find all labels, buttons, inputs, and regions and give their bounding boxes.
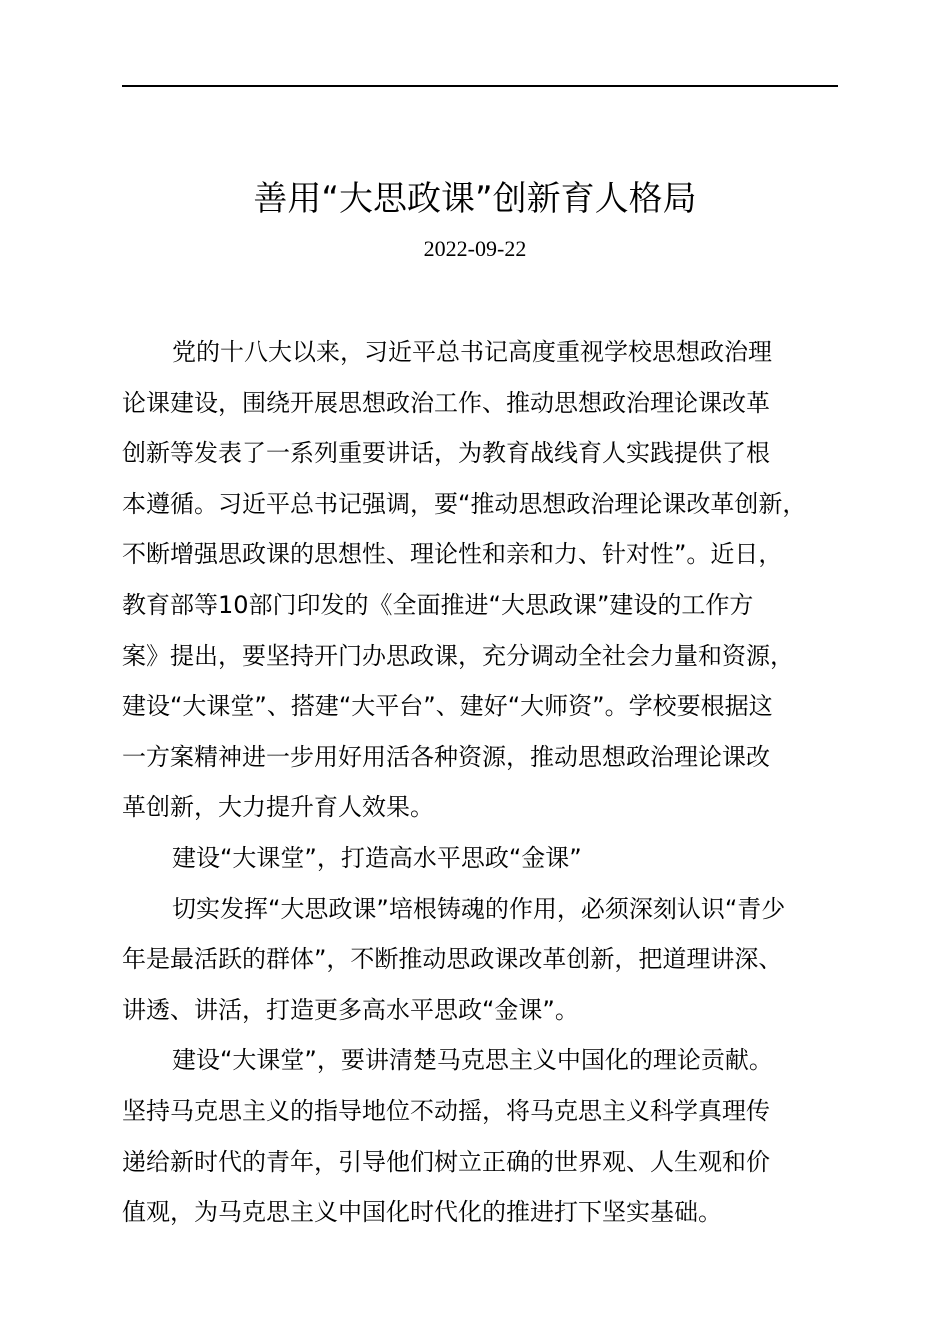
section-heading: 建设“大课堂”，打造高水平思政“金课” <box>172 843 582 872</box>
document-title: 善用“大思政课”创新育人格局 <box>253 179 697 219</box>
paragraph-line: 案》提出，要坚持开门办思政课，充分调动全社会力量和资源， <box>122 641 794 670</box>
paragraph-line: 值观，为马克思主义中国化时代化的推进打下坚实基础。 <box>122 1198 722 1227</box>
paragraph-line: 本遵循。习近平总书记强调，要“推动思想政治理论课改革创新， <box>122 489 807 518</box>
document-body <box>122 327 862 1238</box>
paragraph-line: 党的十八大以来，习近平总书记高度重视学校思想政治理 <box>172 338 772 366</box>
paragraph-line: 讲透、讲活，打造更多高水平思政“金课”。 <box>122 995 579 1024</box>
paragraph-line: 年是最活跃的群体”，不断推动思政课改革创新，把道理讲深、 <box>122 945 783 974</box>
paragraph-line: 革创新，大力提升育人效果。 <box>122 793 434 822</box>
paragraph-line: 论课建设，围绕开展思想政治工作、推动思想政治理论课改革 <box>122 388 770 417</box>
paragraph-line: 切实发挥“大思政课”培根铸魂的作用，必须深刻认识“青少 <box>172 894 786 923</box>
header-rule <box>122 85 838 87</box>
paragraph-line: 建设“大课堂”、搭建“大平台”、建好“大师资”。学校要根据这 <box>122 692 773 721</box>
paragraph-line: 一方案精神进一步用好用活各种资源，推动思想政治理论课改 <box>122 742 770 771</box>
paragraph-line: 建设“大课堂”，要讲清楚马克思主义中国化的理论贡献。 <box>172 1046 773 1075</box>
paragraph-line: 不断增强思政课的思想性、理论性和亲和力、针对性”。近日， <box>122 540 783 569</box>
paragraph-line: 创新等发表了一系列重要讲话，为教育战线育人实践提供了根 <box>122 439 770 468</box>
paragraph-line: 递给新时代的青年，引导他们树立正确的世界观、人生观和价 <box>122 1147 770 1176</box>
document-date: 2022-09-22 <box>423 236 527 261</box>
paragraph-line: 教育部等10部门印发的《全面推进“大思政课”建设的工作方 <box>122 590 754 619</box>
paragraph-line: 坚持马克思主义的指导地位不动摇，将马克思主义科学真理传 <box>122 1096 770 1125</box>
